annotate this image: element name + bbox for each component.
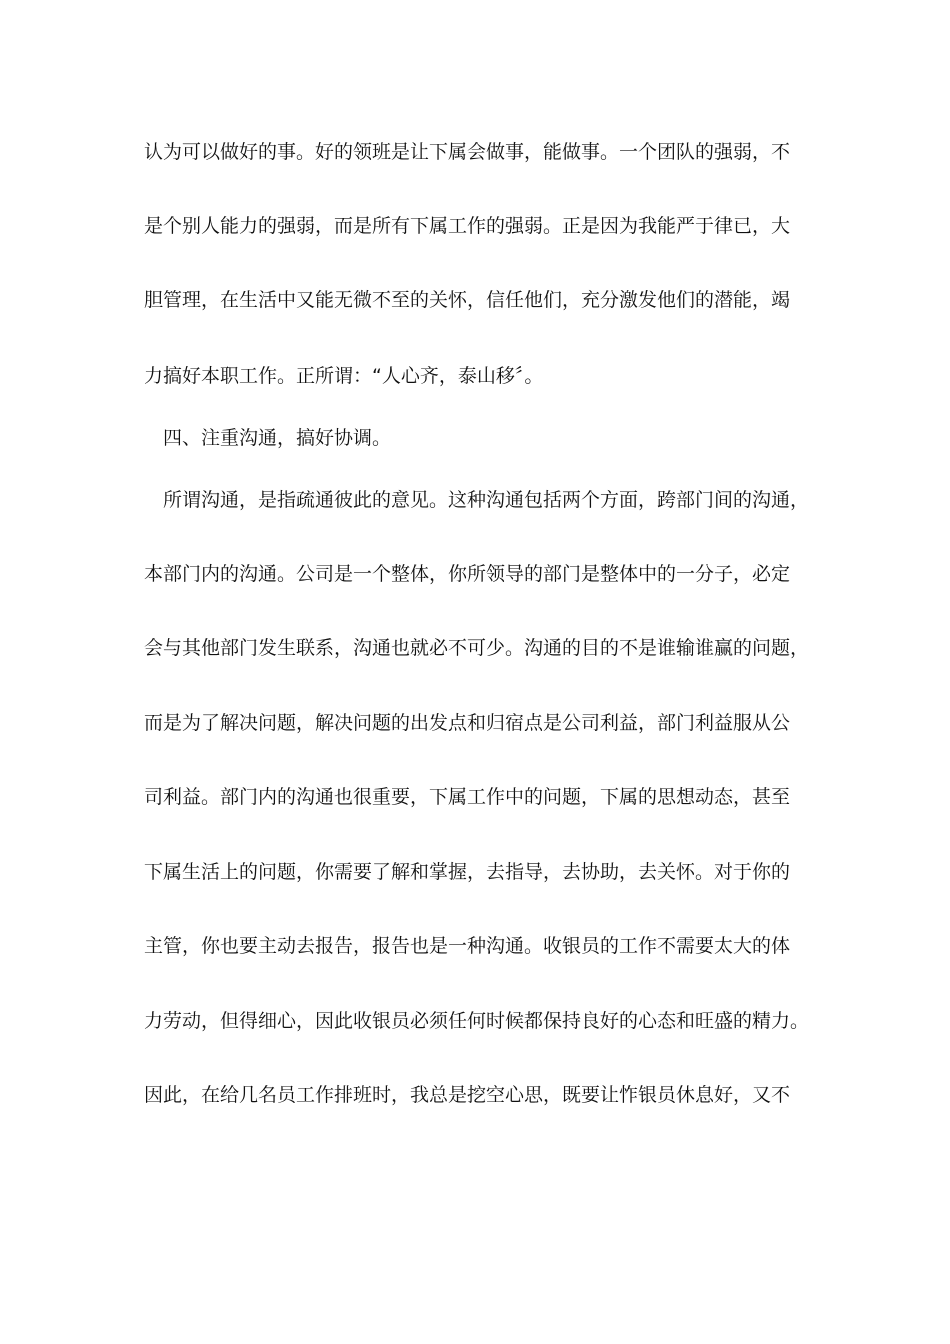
text-line: 胆管理，在生活中又能无微不至的关怀，信任他们，充分激发他们的潜能，竭 [144, 289, 791, 311]
section-heading: 四、注重沟通，搞好协调。 [163, 427, 392, 449]
text-line: 主管，你也要主动去报告，报告也是一种沟通。收银员的工作不需要太大的体 [144, 935, 791, 957]
paragraph-first-line: 所谓沟通，是指疏通彼此的意见。这种沟通包括两个方面，跨部门间的沟通， [163, 489, 810, 511]
text-line: 而是为了解决问题，解决问题的出发点和归宿点是公司利益，部门利益服从公 [144, 712, 791, 734]
text-line: 会与其他部门发生联系，沟通也就必不可少。沟通的目的不是谁输谁赢的问题， [144, 637, 810, 659]
text-line: 因此，在给几名员工作排班时，我总是挖空心思，既要让怍银员休息好，又不 [144, 1084, 791, 1106]
text-line: 力搞好本职工作。正所谓：“人心齐，泰山移〞。 [144, 365, 544, 387]
text-line: 司利益。部门内的沟通也很重要，下属工作中的问题，下属的思想动态，甚至 [144, 786, 791, 808]
text-line: 力劳动，但得细心，因此收银员必须任何时候都保持良好的心态和旺盛的精力。 [144, 1010, 810, 1032]
text-line: 下属生活上的问题，你需要了解和掌握，去指导，去协助，去关怀。对于你的 [144, 861, 791, 883]
text-line: 本部门内的沟通。公司是一个整体，你所领导的部门是整体中的一分子，必定 [144, 563, 791, 585]
text-line: 是个别人能力的强弱，而是所有下属工作的强弱。正是因为我能严于律已，大 [144, 215, 791, 237]
text-line: 认为可以做好的事。好的领班是让下属会做事，能做事。一个团队的强弱，不 [144, 141, 791, 163]
